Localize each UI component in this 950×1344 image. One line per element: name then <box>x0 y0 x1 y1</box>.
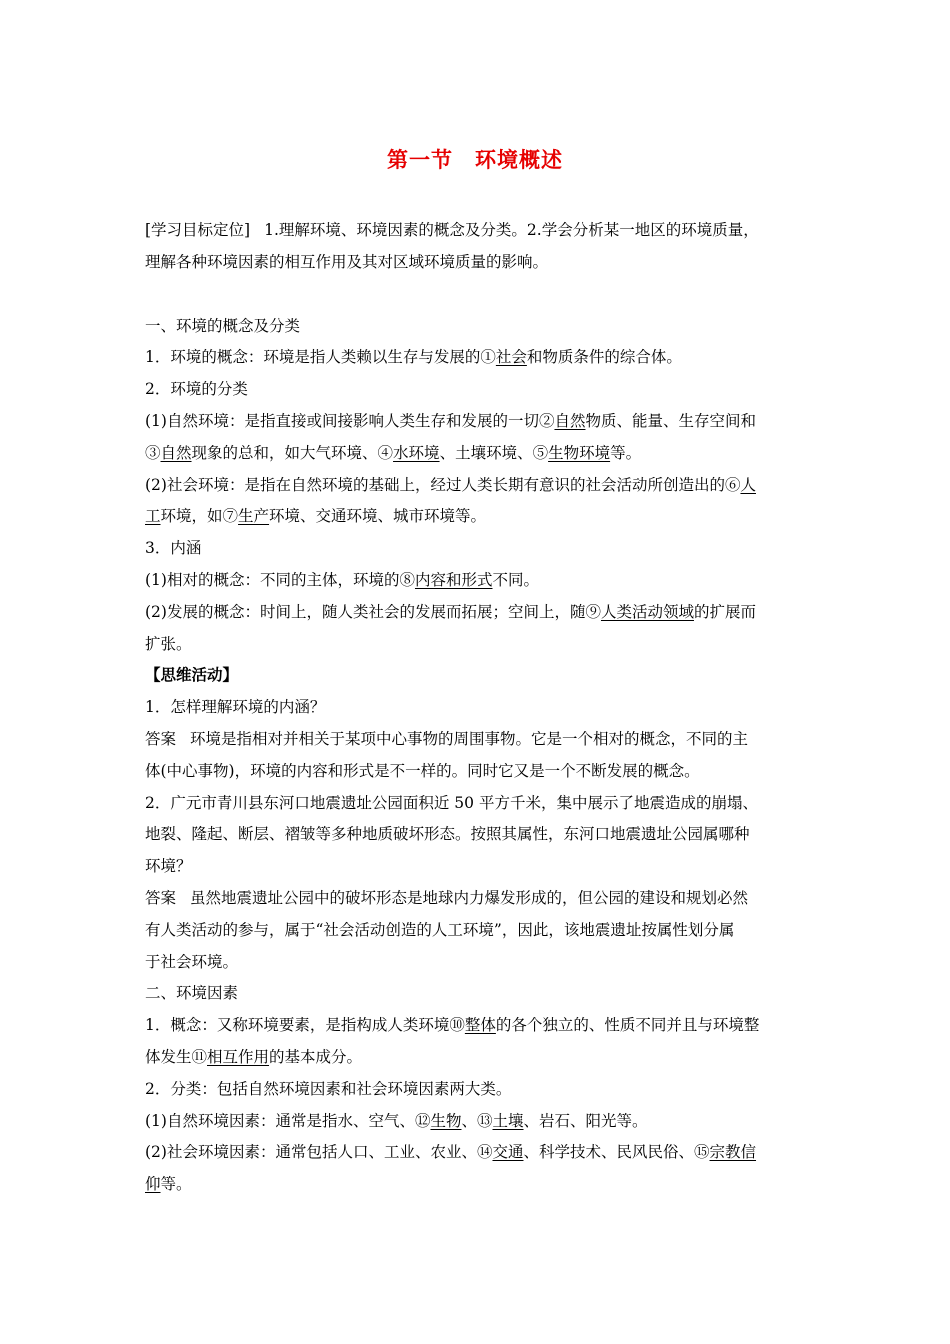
answer: 体(中心事物)，环境的内容和形式是不一样的。同时它又是一个不断发展的概念。 <box>145 761 700 780</box>
fill-blank-answer: 工 <box>145 507 161 526</box>
paragraph: 仰等。 <box>145 1175 192 1194</box>
paragraph: (1)相对的概念：不同的主体，环境的⑧内容和形式不同。 <box>145 570 539 589</box>
document-body <box>145 215 810 1201</box>
paragraph: 2．分类：包括自然环境因素和社会环境因素两大类。 <box>145 1079 512 1098</box>
fill-blank-answer: 人类活动领域 <box>600 602 694 621</box>
objectives-line-1 <box>145 215 810 247</box>
question: 2．广元市青川县东河口地震遗址公园面积近 50 平方千米，集中展示了地震造成的崩塌、 <box>145 793 758 812</box>
paragraph: 3．内涵 <box>145 539 202 558</box>
fill-blank-answer: 土壤 <box>492 1111 524 1130</box>
paragraph: 1．环境的概念：环境是指人类赖以生存与发展的①社会和物质条件的综合体。 <box>145 348 682 367</box>
paragraph: ③自然现象的总和，如大气环境、④水环境、土壤环境、⑤生物环境等。 <box>145 443 642 462</box>
answer-label: 答案 <box>145 729 177 748</box>
fill-blank-answer: 社会 <box>495 348 527 367</box>
objectives-line-2: 理解各种环境因素的相互作用及其对区域环境质量的影响。 <box>145 252 549 271</box>
answer-label: 答案 <box>145 888 177 907</box>
fill-blank-answer: 内容和形式 <box>414 570 493 589</box>
objectives-text: 1.理解环境、环境因素的概念及分类。2.学会分析某一地区的环境质量， <box>264 221 759 239</box>
fill-blank-answer: 自然 <box>554 411 586 430</box>
fill-blank-answer: 生产 <box>238 507 270 526</box>
fill-blank-answer: 仰 <box>145 1175 161 1194</box>
fill-blank-answer: 生物环境 <box>548 443 611 462</box>
paragraph: (1)自然环境因素：通常是指水、空气、⑫生物、⑬土壤、岩石、阳光等。 <box>145 1111 648 1130</box>
paragraph: 1．概念：又称环境要素，是指构成人类环境⑩整体的各个独立的、性质不同并且与环境整 <box>145 1016 760 1035</box>
fill-blank-answer: 交通 <box>492 1143 524 1162</box>
section-heading: 一、环境的概念及分类 <box>145 316 301 335</box>
fill-blank-answer: 整体 <box>464 1016 496 1035</box>
paragraph: 扩张。 <box>145 634 192 653</box>
section-heading: 二、环境因素 <box>145 984 239 1003</box>
paragraph: (1)自然环境：是指直接或间接影响人类生存和发展的一切②自然物质、能量、生存空间和 <box>145 411 756 430</box>
answer: 答案 虽然地震遗址公园中的破坏形态是地球内力爆发形成的，但公园的建设和规划必然 <box>145 888 749 907</box>
answer: 于社会环境。 <box>145 952 239 971</box>
question: 1．怎样理解环境的内涵？ <box>145 698 326 717</box>
fill-blank-answer: 宗教信 <box>709 1143 757 1162</box>
paragraph: 工环境，如⑦生产环境、交通环境、城市环境等。 <box>145 507 487 526</box>
fill-blank-answer: 人 <box>740 475 756 494</box>
question: 环境？ <box>145 857 192 876</box>
fill-blank-answer: 相互作用 <box>207 1047 270 1066</box>
paragraph: (2)社会环境因素：通常包括人口、工业、农业、⑭交通、科学技术、民风民俗、⑮宗教信 <box>145 1143 757 1162</box>
fill-blank-answer: 生物 <box>430 1111 462 1130</box>
fill-blank-answer: 自然 <box>160 443 192 462</box>
paragraph: 2．环境的分类 <box>145 380 248 399</box>
paragraph: 体发生⑪相互作用的基本成分。 <box>145 1047 363 1066</box>
question: 地裂、隆起、断层、褶皱等多种地质破坏形态。按照其属性，东河口地震遗址公园属哪种 <box>145 825 750 844</box>
thinking-heading: 【思维活动】 <box>145 666 239 685</box>
fill-blank-answer: 水环境 <box>393 443 440 462</box>
answer: 有人类活动的参与，属于“社会活动创造的人工环境”，因此，该地震遗址按属性划分属 <box>145 920 735 939</box>
page-title: 第一节 环境概述 <box>387 148 563 172</box>
paragraph: (2)社会环境：是指在自然环境的基础上，经过人类长期有意识的社会活动所创造出的⑥人 <box>145 475 756 494</box>
paragraph: (2)发展的概念：时间上，随人类社会的发展而拓展；空间上，随⑨人类活动领域的扩展而 <box>145 602 756 621</box>
objectives-label: [学习目标定位] <box>145 221 251 239</box>
answer: 答案 环境是指相对并相关于某项中心事物的周围事物。它是一个相对的概念，不同的主 <box>145 729 749 748</box>
